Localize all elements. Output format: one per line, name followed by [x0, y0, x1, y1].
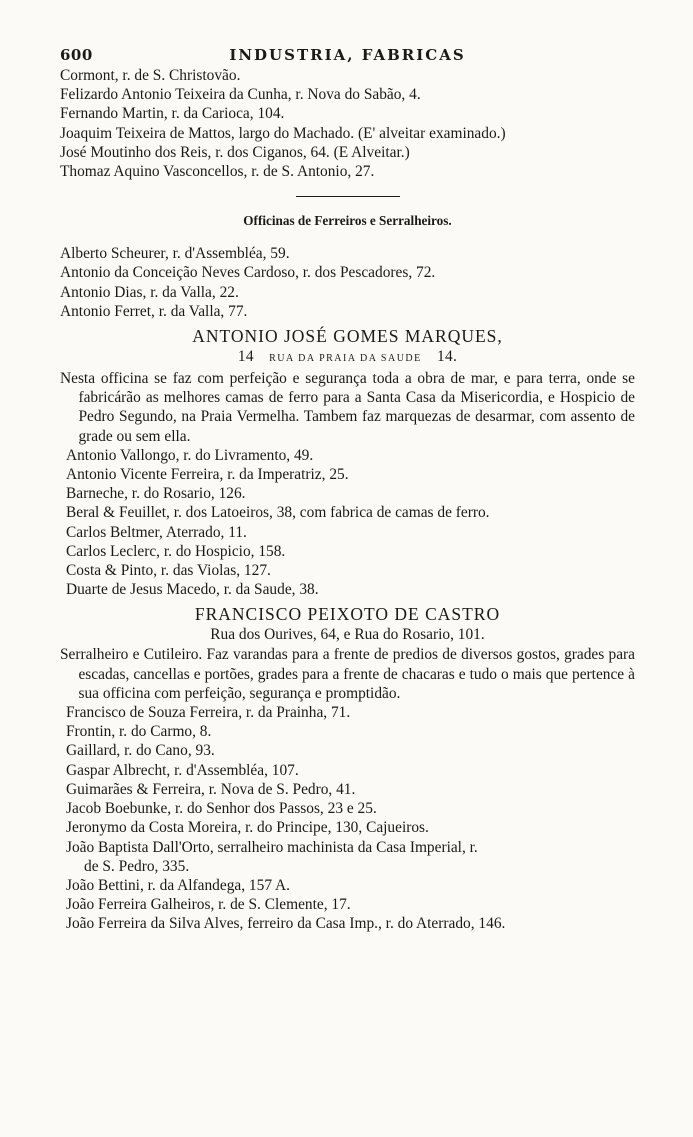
list-item: Jacob Boebunke, r. do Senhor dos Passos, 23 e 25. — [66, 800, 377, 818]
list-item: João Ferreira da Silva Alves, ferreiro da Casa Imp., r. do Aterrado, 146. — [66, 915, 506, 933]
list-item: Francisco de Souza Ferreira, r. da Prainha, 71. — [66, 704, 351, 722]
address-number-left: 14 — [237, 348, 254, 366]
list-item: Carlos Beltmer, Aterrado, 11. — [66, 523, 247, 541]
address-street: RUA DA PRAIA DA SAUDE — [269, 353, 422, 365]
list-item: João Bettini, r. da Alfandega, 157 A. — [66, 876, 290, 894]
address-number-right: 14. — [436, 348, 458, 366]
page-number: 600 — [60, 46, 93, 64]
business-address — [60, 347, 635, 369]
business-name: FRANCISCO PEIXOTO DE CASTRO — [194, 604, 501, 625]
entries-group-a — [60, 244, 635, 321]
list-item: Barneche, r. do Rosario, 126. — [66, 485, 246, 503]
list-item: Costa & Pinto, r. das Violas, 127. — [66, 562, 271, 580]
list-item: João Baptista Dall'Orto, serralheiro machinista da Casa Imperial, r. — [66, 838, 478, 856]
entries-group-b — [60, 446, 635, 600]
list-item: Cormont, r. de S. Christovão. — [60, 67, 241, 84]
list-item: Fernando Martin, r. da Carioca, 104. — [60, 105, 285, 123]
list-item: Gaillard, r. do Cano, 93. — [66, 742, 215, 760]
list-item: Joaquim Teixeira de Mattos, largo do Machado. (E' alveitar examinado.) — [60, 124, 506, 142]
business-description: Serralheiro e Cutileiro. Faz varandas para a frente de predios de diversos gostos, grades para escadas, cancellas e portões, grades para a frente de chacaras e tudo o mais que pertence à sua officina com perfeição, segurança e promptidão. — [60, 646, 635, 702]
list-item: Antonio Vallongo, r. do Livramento, 49. — [66, 446, 314, 464]
section-divider — [296, 196, 400, 197]
list-item: Felizardo Antonio Teixeira da Cunha, r. Nova do Sabão, 4. — [60, 86, 421, 104]
list-item: João Ferreira Galheiros, r. de S. Clemente, 17. — [66, 896, 351, 914]
business-address: Rua dos Ourives, 64, e Rua do Rosario, 101. — [210, 626, 485, 644]
page-header — [60, 40, 635, 66]
list-item: Antonio Dias, r. da Valla, 22. — [60, 283, 239, 301]
list-item: Antonio Vicente Ferreira, r. da Imperatriz, 25. — [66, 466, 349, 484]
section-title: Officinas de Ferreiros e Serralheiros. — [243, 213, 452, 229]
business-name: ANTONIO JOSÉ GOMES MARQUES, — [192, 326, 503, 347]
entries-group-c — [60, 703, 635, 933]
list-item: Thomaz Aquino Vasconcellos, r. de S. Antonio, 27. — [60, 163, 375, 181]
list-item: Alberto Scheurer, r. d'Assembléa, 59. — [60, 245, 290, 263]
directory-page — [60, 40, 635, 934]
list-item: Beral & Feuillet, r. dos Latoeiros, 38, com fabrica de camas de ferro. — [66, 504, 490, 522]
running-title: INDUSTRIA, FABRICAS — [229, 46, 466, 64]
list-item: Duarte de Jesus Macedo, r. da Saude, 38. — [66, 581, 319, 599]
list-item-continuation: de S. Pedro, 335. — [84, 857, 190, 875]
list-item: Guimarães & Ferreira, r. Nova de S. Pedro, 41. — [66, 780, 356, 798]
list-item: Frontin, r. do Carmo, 8. — [66, 723, 212, 741]
list-item: Gaspar Albrecht, r. d'Assembléa, 107. — [66, 761, 299, 779]
list-item: Antonio Ferret, r. da Valla, 77. — [60, 302, 248, 320]
list-item: Carlos Leclerc, r. do Hospicio, 158. — [66, 542, 286, 560]
featured-listing-gomes-marques — [60, 325, 635, 446]
list-item: José Moutinho dos Reis, r. dos Ciganos, 64. (E Alveitar.) — [60, 143, 410, 161]
business-description: Nesta officina se faz com perfeição e segurança toda a obra de mar, e para terra, onde se fabricárão as melhores camas de ferro para a Santa Casa da Misericordia, e Hospicio de Pedro Segundo, na Praia Vermelha. Tambem faz marquezas de desarmar, com assento de grade ou sem ella. — [60, 370, 635, 445]
featured-listing-peixoto-de-castro — [60, 603, 635, 703]
list-item: Antonio da Conceição Neves Cardoso, r. dos Pescadores, 72. — [60, 264, 436, 282]
list-item: Jeronymo da Costa Moreira, r. do Principe, 130, Cajueiros. — [66, 819, 429, 837]
continued-entries — [60, 66, 635, 181]
